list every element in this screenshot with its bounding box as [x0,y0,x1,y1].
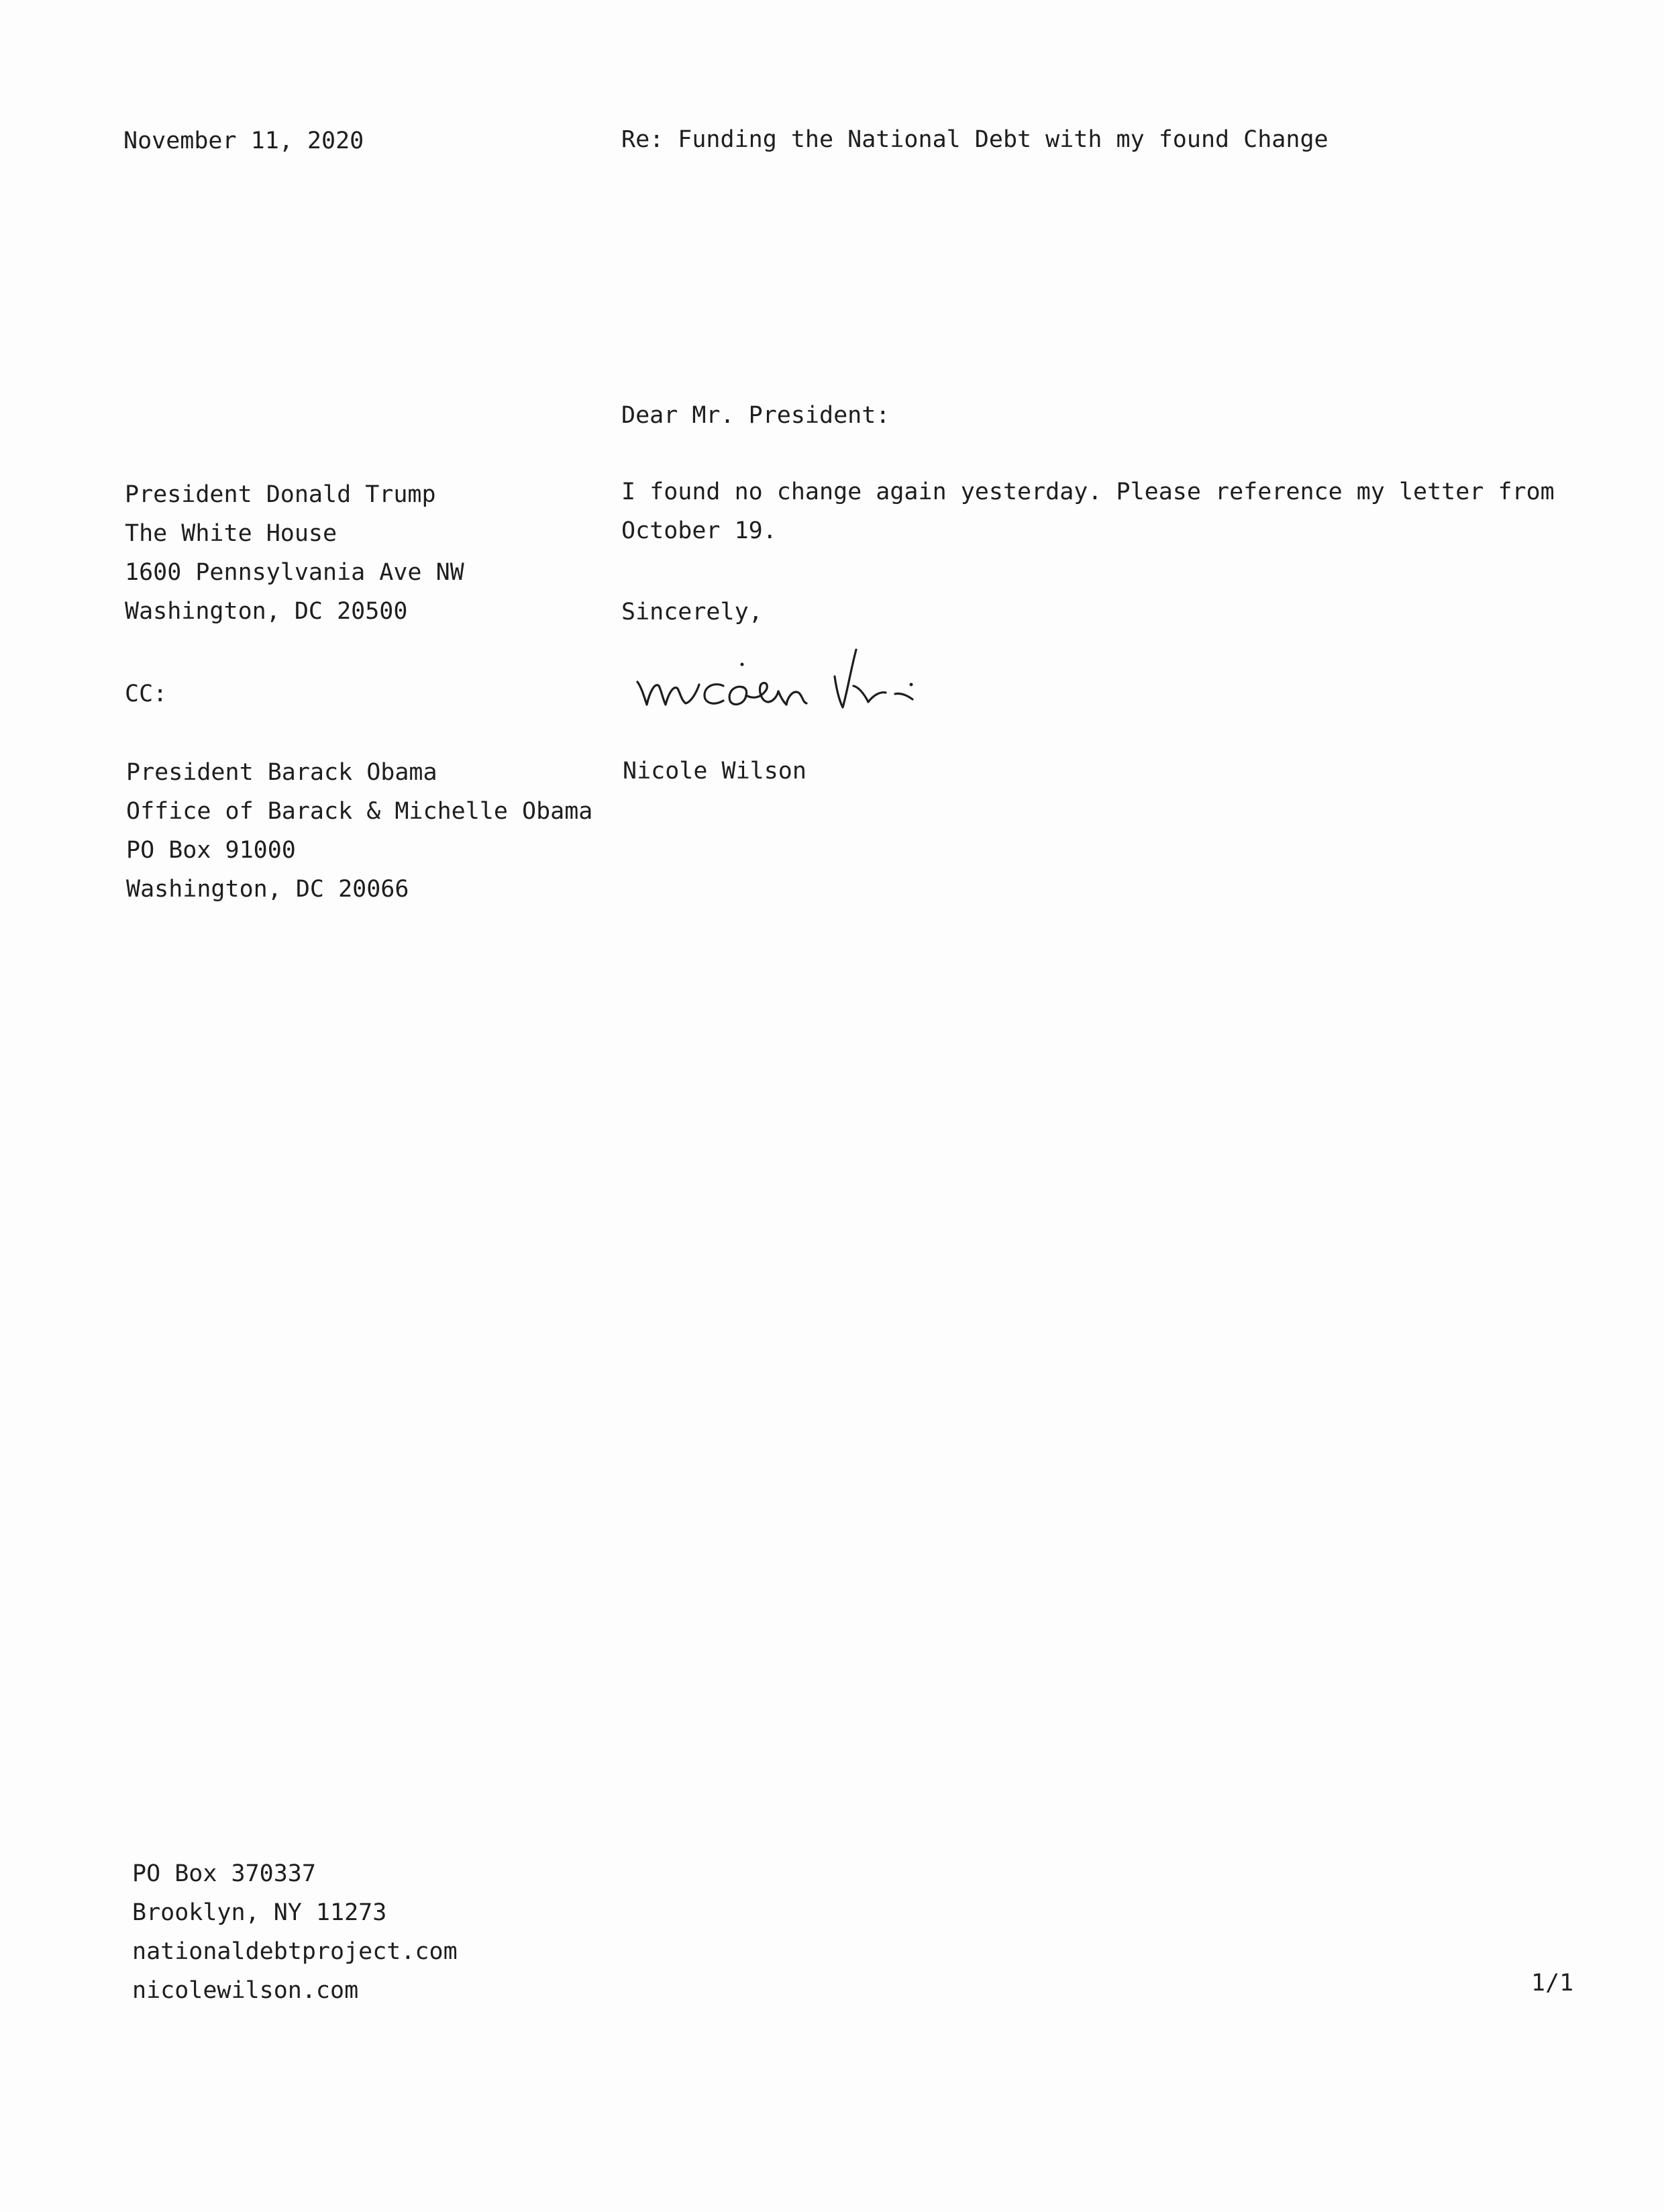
footer-website-link: nationaldebtproject.com [132,1938,458,1965]
signature-icon [629,638,945,725]
letter-date: November 11, 2020 [123,128,364,154]
cc-recipient-line: PO Box 91000 [126,837,296,864]
cc-recipient-line: Office of Barack & Michelle Obama [126,798,593,825]
salutation: Dear Mr. President: [621,402,890,429]
cc-recipient-line: President Barack Obama [126,759,437,786]
footer-website-link: nicolewilson.com [132,1977,359,2004]
signer-name: Nicole Wilson [623,758,807,785]
cc-label: CC: [125,681,168,707]
recipient-address [125,475,464,631]
recipient-line: President Donald Trump [125,481,436,508]
body-line: I found no change again yesterday. Please reference my letter from [621,479,1555,505]
footer-address-line: Brooklyn, NY 11273 [132,1899,387,1926]
body-line: October 19. [621,517,777,544]
footer-address-line: PO Box 370337 [132,1860,316,1887]
footer-address [132,1854,458,2010]
cc-recipient-line: Washington, DC 20066 [126,876,409,903]
recipient-line: Washington, DC 20500 [125,598,408,625]
recipient-line: 1600 Pennsylvania Ave NW [125,559,464,586]
page-number: 1/1 [1531,1970,1574,1997]
recipient-line: The White House [125,520,337,547]
cc-recipient-address [126,753,592,909]
letter-body [621,472,1555,550]
letter-subject: Re: Funding the National Debt with my found Change [621,126,1329,153]
closing: Sincerely, [621,599,763,625]
